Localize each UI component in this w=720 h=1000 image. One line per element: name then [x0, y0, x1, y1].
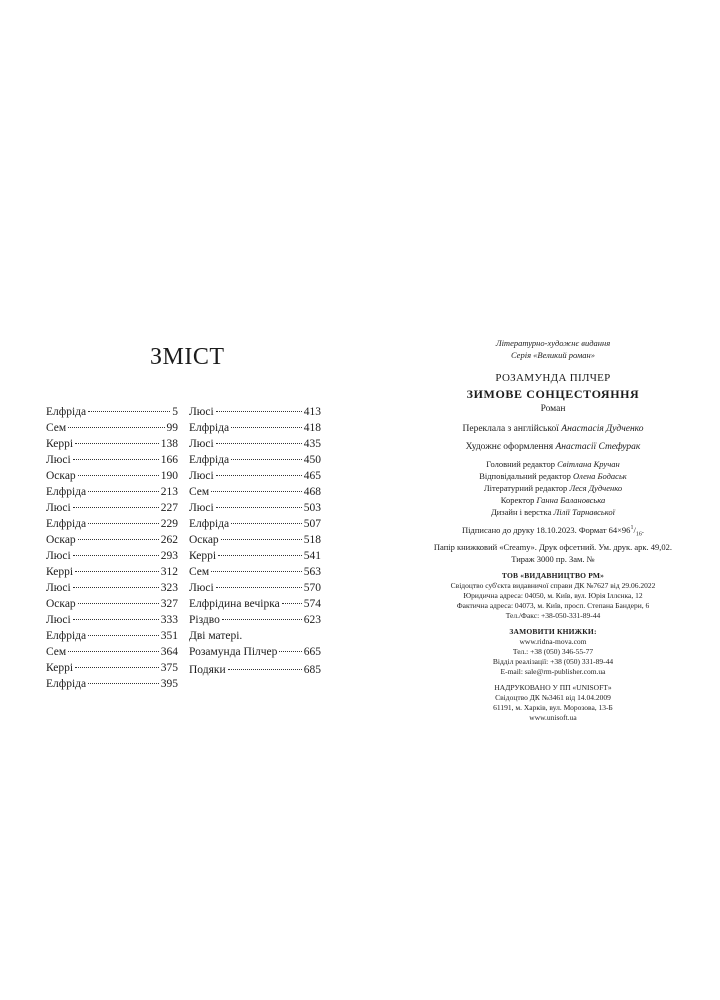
toc-entry-page: 503	[303, 502, 321, 514]
format-numerator: 1	[630, 525, 634, 531]
toc-entry-name: Люсі	[46, 582, 71, 594]
toc-entry-page: 665	[303, 646, 321, 658]
printer-certificate: Свідоцтво ДК №3461 від 14.04.2009	[495, 692, 611, 702]
toc-entry	[189, 404, 321, 420]
toc-entry-name: Елфріда	[189, 518, 230, 530]
toc-entry-name: Сем	[189, 566, 210, 578]
order-website: www.ridna-mova.com	[519, 636, 587, 646]
chief-editor-label: Головний редактор	[486, 459, 555, 469]
toc-leader-dots	[78, 475, 159, 476]
print-signed: Підписано до друку 18.10.2023. Формат 64×96	[462, 524, 631, 535]
author-name: РОЗАМУНДА ПІЛЧЕР	[495, 372, 611, 384]
toc-leader-dots	[73, 619, 159, 620]
toc-entry	[189, 500, 321, 516]
resp-editor-line	[418, 470, 688, 482]
toc-entry	[46, 404, 178, 420]
toc-leader-dots	[73, 555, 159, 556]
toc-entry	[46, 596, 178, 612]
toc-right-column	[189, 404, 321, 678]
toc-entry-page: 375	[160, 662, 178, 674]
lit-editor-label: Літературний редактор	[483, 483, 568, 493]
toc-entry-page: 166	[160, 454, 178, 466]
toc-entry-page: 435	[303, 438, 321, 450]
toc-entry-page: 229	[160, 518, 178, 530]
toc-entry-name: Елфріда	[189, 454, 230, 466]
toc-entry-page: 623	[303, 614, 321, 626]
toc-entry-name: Елфрідина вечірка	[189, 598, 280, 610]
toc-entry-name: Люсі	[189, 438, 214, 450]
toc-entry-page: 213	[160, 486, 178, 498]
resp-editor-name: Олена Бодаськ	[573, 471, 627, 481]
toc-entry-name: Люсі	[189, 582, 214, 594]
toc-leader-dots	[88, 683, 159, 684]
toc-entry-name: Елфріда	[46, 518, 87, 530]
toc-entry-page: 5	[172, 406, 178, 418]
printer-address: 61191, м. Харків, вул. Морозова, 13-Б	[493, 702, 613, 712]
order-email: E-mail: sale@rm-publisher.com.ua	[500, 666, 606, 676]
edition-type: Літературно-художнє видання	[495, 338, 611, 348]
toc-entry	[46, 500, 178, 516]
toc-entry	[189, 596, 321, 612]
genre: Роман	[540, 404, 566, 414]
translator-name: Анастасія Дудченко	[561, 424, 644, 434]
toc-entry	[46, 660, 178, 676]
resp-editor-label: Відповідальний редактор	[479, 471, 571, 481]
print-info-line1: Підписано до друку 18.10.2023. Формат $64\times 96^1/_{16}$.	[462, 524, 644, 538]
design-name: Анастасії Стефурак	[555, 442, 641, 452]
proofreader-name: Ганна Балановська	[536, 495, 606, 505]
printer-website: www.unisoft.ua	[529, 712, 577, 722]
toc-leader-dots	[75, 571, 159, 572]
toc-entry-name: Оскар	[46, 534, 76, 546]
toc-leader-dots	[279, 651, 301, 652]
toc-entry	[189, 612, 321, 628]
toc-entry	[189, 468, 321, 484]
print-info-line3: Тираж 3000 пр. Зам. №	[511, 553, 595, 564]
toc-leader-dots	[73, 507, 159, 508]
toc-leader-dots	[216, 443, 302, 444]
toc-leader-dots	[68, 427, 164, 428]
toc-entry-page: 468	[303, 486, 321, 498]
toc-leader-dots	[231, 427, 302, 428]
toc-entry-name: Люсі	[189, 502, 214, 514]
translator-line	[418, 422, 688, 436]
toc-leader-dots	[218, 555, 302, 556]
toc-entry	[189, 452, 321, 468]
toc-entry	[46, 516, 178, 532]
toc-entry-page: 293	[160, 550, 178, 562]
toc-entry-page: 227	[160, 502, 178, 514]
toc-entry-name: Люсі	[46, 550, 71, 562]
toc-leader-dots	[222, 619, 302, 620]
toc-entry	[189, 662, 321, 678]
toc-entry-page: 327	[160, 598, 178, 610]
toc-leader-dots	[216, 411, 302, 412]
toc-leader-dots	[68, 651, 159, 652]
toc-entry-name: Елфріда	[46, 406, 87, 418]
toc-entry	[46, 420, 178, 436]
toc-entry	[46, 548, 178, 564]
layout-name: Лілії Тарнавської	[553, 507, 616, 517]
toc-entry-name: Різдво	[189, 614, 220, 626]
toc-leader-dots	[78, 603, 159, 604]
toc-leader-dots	[88, 635, 159, 636]
toc-entry	[46, 676, 178, 692]
toc-entry	[46, 628, 178, 644]
toc-entry-name: Люсі	[189, 470, 214, 482]
toc-entry-page: 685	[303, 664, 321, 676]
toc-entry-page: 395	[160, 678, 178, 690]
proofreader-line	[418, 494, 688, 506]
lit-editor-name: Леся Дудченко	[569, 483, 623, 493]
toc-entry-name: Оскар	[189, 534, 219, 546]
book-title: ЗИМОВЕ СОНЦЕСТОЯННЯ	[466, 387, 640, 401]
toc-leader-dots	[221, 539, 302, 540]
proofreader-label: Коректор	[500, 495, 535, 505]
publisher-certificate: Свідоцтво суб'єкта видавничої справи ДК №7627 від 29.06.2022	[450, 580, 656, 590]
toc-entry-name: Оскар	[46, 598, 76, 610]
toc-entry-name: Елфріда	[46, 630, 87, 642]
toc-entry-name: Керрі	[189, 550, 217, 562]
toc-leader-dots	[88, 523, 159, 524]
toc-leader-dots	[282, 603, 302, 604]
publisher-phone: Тел./Факс: +38-050-331-89-44	[505, 610, 601, 620]
toc-leader-dots	[88, 491, 159, 492]
toc-entry-name: Елфріда	[46, 486, 87, 498]
toc-entry-page: 364	[160, 646, 178, 658]
toc-entry	[189, 516, 321, 532]
toc-leader-dots	[231, 523, 302, 524]
toc-entry-page: 262	[160, 534, 178, 546]
lit-editor-line	[418, 482, 688, 494]
toc-entry	[46, 452, 178, 468]
chief-editor-line	[418, 458, 688, 470]
toc-entry-name: Елфріда	[189, 422, 230, 434]
toc-leader-dots	[88, 411, 170, 412]
toc-entry	[46, 612, 178, 628]
toc-entry-page: 138	[160, 438, 178, 450]
toc-title: ЗМІСТ	[150, 344, 225, 370]
toc-entry	[46, 644, 178, 660]
toc-entry-name: Елфріда	[46, 678, 87, 690]
toc-entry-name: Подяки	[189, 664, 226, 676]
publisher-actual-address: Фактична адреса: 04073, м. Київ, просп. Степана Бандери, 6	[456, 600, 650, 610]
toc-leader-dots	[211, 571, 302, 572]
toc-leader-dots	[75, 443, 159, 444]
toc-entry-page: 418	[303, 422, 321, 434]
toc-left-column	[46, 404, 178, 692]
toc-entry-name: Люсі	[189, 406, 214, 418]
toc-entry	[189, 436, 321, 452]
toc-entry	[189, 580, 321, 596]
layout-label: Дизайн і верстка	[490, 507, 552, 517]
toc-entry-page: 190	[160, 470, 178, 482]
order-sales-phone: Відділ реалізації: +38 (050) 331-89-44	[492, 656, 614, 666]
toc-entry	[46, 484, 178, 500]
design-label: Художнє оформлення	[465, 442, 554, 452]
toc-entry-page: 518	[303, 534, 321, 546]
toc-entry-name-line1: Дві матері.	[189, 630, 243, 642]
layout-line	[418, 506, 688, 518]
toc-entry	[189, 548, 321, 564]
design-line	[418, 440, 688, 454]
printer-name: НАДРУКОВАНО У ПП «UNISOFT»	[494, 682, 612, 692]
series-name: Серія «Великий роман»	[510, 350, 596, 360]
toc-entry	[189, 420, 321, 436]
toc-entry-name: Люсі	[46, 454, 71, 466]
toc-entry-page: 507	[303, 518, 321, 530]
toc-entry-page: 413	[303, 406, 321, 418]
toc-leader-dots	[216, 475, 302, 476]
toc-entry-page: 323	[160, 582, 178, 594]
translator-label: Переклала з англійської	[462, 424, 559, 434]
format-denominator: 16	[635, 531, 642, 538]
toc-entry-page: 450	[303, 454, 321, 466]
toc-leader-dots	[216, 507, 302, 508]
chief-editor-name: Світлана Кручан	[557, 459, 620, 469]
toc-leader-dots	[73, 459, 159, 460]
toc-leader-dots	[231, 459, 302, 460]
toc-entry	[189, 532, 321, 548]
colophon	[418, 337, 688, 723]
toc-entry-name: Сем	[189, 486, 210, 498]
toc-leader-dots	[73, 587, 159, 588]
toc-entry-page: 570	[303, 582, 321, 594]
toc-entry-page: 574	[303, 598, 321, 610]
toc-leader-dots	[216, 587, 302, 588]
toc-entry-name: Люсі	[46, 502, 71, 514]
toc-entry	[46, 564, 178, 580]
publisher-name: ТОВ «ВИДАВНИЦТВО РМ»	[501, 570, 605, 580]
toc-entry	[189, 484, 321, 500]
toc-entry	[46, 532, 178, 548]
toc-entry	[189, 628, 321, 662]
order-title: ЗАМОВИТИ КНИЖКИ:	[509, 626, 597, 636]
toc-entry-name: Оскар	[46, 470, 76, 482]
toc-entry	[46, 436, 178, 452]
toc-entry	[189, 564, 321, 580]
toc-entry-page: 351	[160, 630, 178, 642]
publisher-legal-address: Юридична адреса: 04050, м. Київ, вул. Юрія Іллєнка, 12	[463, 590, 643, 600]
toc-entry-page: 99	[166, 422, 178, 434]
toc-entry-page: 333	[160, 614, 178, 626]
toc-leader-dots	[75, 667, 159, 668]
toc-entry-name: Керрі	[46, 566, 74, 578]
toc-entry-name: Керрі	[46, 438, 74, 450]
toc-leader-dots	[78, 539, 159, 540]
toc-entry-name: Сем	[46, 646, 67, 658]
toc-entry-page: 465	[303, 470, 321, 482]
toc-entry-name: Розамунда Пілчер	[189, 646, 278, 658]
toc-entry-name: Керрі	[46, 662, 74, 674]
toc-entry-page: 563	[303, 566, 321, 578]
print-info-line2: Папір книжковий «Creamy». Друк офсетний. Ум. друк. арк. 49,02.	[433, 541, 673, 552]
toc-entry	[46, 468, 178, 484]
toc-entry-name: Сем	[46, 422, 67, 434]
toc-entry-name: Люсі	[46, 614, 71, 626]
toc-leader-dots	[228, 669, 302, 670]
toc-entry-page: 312	[160, 566, 178, 578]
toc-entry	[46, 580, 178, 596]
order-phone: Тел.: +38 (050) 346-55-77	[512, 646, 594, 656]
toc-leader-dots	[211, 491, 302, 492]
toc-entry-page: 541	[303, 550, 321, 562]
